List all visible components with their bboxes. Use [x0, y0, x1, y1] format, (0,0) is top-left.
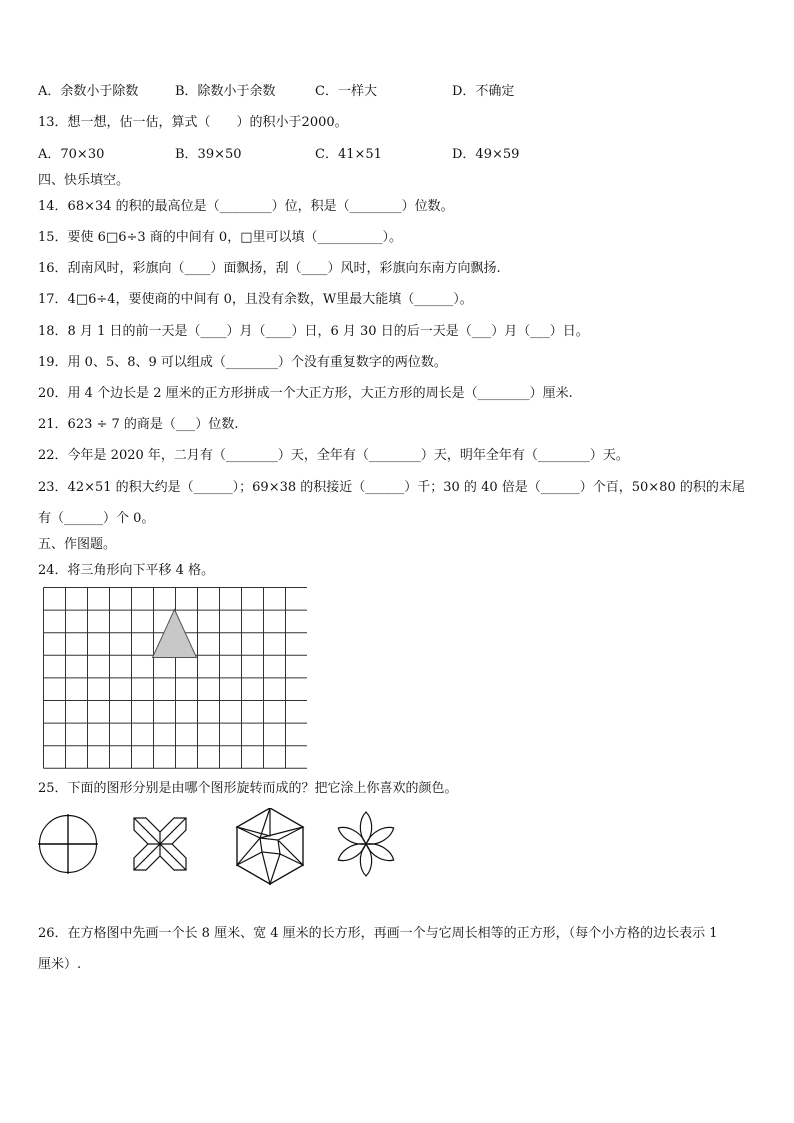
question-15: 15．要使 6□6÷3 商的中间有 0，□里可以填（__________）。 — [38, 230, 402, 245]
question-14: 14．68×34 的积的最高位是（________）位，积是（________）位数。 — [38, 199, 454, 214]
question-25: 25．下面的图形分别是由哪个图形旋转而成的？把它涂上你喜欢的颜色。 — [38, 781, 458, 796]
question-21: 21．623 ÷ 7 的商是（___）位数. — [38, 417, 239, 432]
pinwheel-icon — [38, 814, 98, 874]
question-17: 17．4□6÷4，要使商的中间有 0，且没有余数，W里最大能填（______）。 — [38, 292, 473, 307]
section-5-heading: 五、作图题。 — [38, 537, 117, 552]
q12-option-b: B．除数小于余数 — [175, 84, 276, 99]
translation-grid — [43, 587, 307, 771]
question-22: 22．今年是 2020 年，二月有（________）天，全年有（________）天，明年全年有（________）天。 — [38, 448, 629, 463]
q13-option-c: C．41×51 — [315, 147, 382, 162]
question-23-line-1: 23．42×51 的积大约是（______）；69×38 的积接近（______）千；30 的 40 倍是（______）个百，50×80 的积的末尾 — [38, 480, 745, 495]
question-26-line-2: 厘米）. — [38, 957, 82, 972]
q12-option-c: C．一样大 — [315, 84, 377, 99]
hexagon-rotation-icon — [237, 808, 303, 884]
question-16: 16．刮南风时，彩旗向（____）面飘扬，刮（____）风时，彩旗向东南方向飘扬. — [38, 261, 501, 276]
question-19: 19．用 0、5、8、9 可以组成（________）个没有重复数字的两位数。 — [38, 355, 447, 370]
question-23-line-2: 有（______）个 0。 — [38, 511, 155, 526]
q13-option-b: B．39×50 — [175, 147, 242, 162]
section-4-heading: 四、快乐填空。 — [38, 173, 130, 188]
q13-stem: 13．想一想，估一估，算式（ ）的积小于2000。 — [38, 115, 348, 130]
cross-x-icon — [134, 818, 186, 870]
q13-option-a: A．70×30 — [38, 147, 105, 162]
question-24: 24．将三角形向下平移 4 格。 — [38, 563, 215, 578]
flower-icon — [335, 812, 396, 876]
rotation-shapes — [36, 808, 416, 888]
question-20: 20．用 4 个边长是 2 厘米的正方形拼成一个大正方形，大正方形的周长是（________）厘米. — [38, 386, 573, 401]
triangle-shape — [153, 610, 197, 658]
question-18: 18．8 月 1 日的前一天是（____）月（____）日，6 月 30 日的后一天是（___）月（___）日。 — [38, 324, 589, 339]
question-26-line-1: 26．在方格图中先画一个长 8 厘米、宽 4 厘米的长方形，再画一个与它周长相等的正方形，（每个小方格的边长表示 1 — [38, 926, 718, 941]
q12-option-d: D．不确定 — [452, 84, 515, 99]
q12-option-a: A．余数小于除数 — [38, 84, 139, 99]
q13-option-d: D．49×59 — [452, 147, 520, 162]
